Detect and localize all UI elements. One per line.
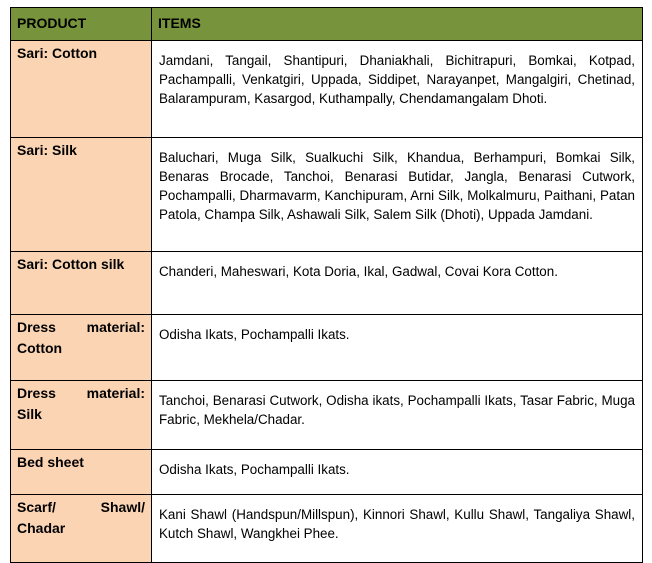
product-cell-line: Cotton	[17, 340, 63, 356]
items-cell: Jamdani, Tangail, Shantipuri, Dhaniakhali, Bichitrapuri, Bomkai, Kotpad, Pachampalli, Venkatgiri, Uppada, Siddipet, Narayanpet, Mangalgiri, Chetinad, Balarampuram, Kasargod, Kuthampally, Chendamangalam Dhoti.	[152, 41, 643, 138]
products-table	[10, 7, 643, 563]
table-row	[11, 381, 643, 450]
items-cell: Chanderi, Maheswari, Kota Doria, Ikal, Gadwal, Covai Kora Cotton.	[152, 252, 643, 315]
table-row	[11, 495, 643, 563]
product-cell	[11, 315, 152, 381]
items-column-header: ITEMS	[152, 8, 643, 41]
product-cell-line: Silk	[17, 406, 42, 422]
items-cell: Tanchoi, Benarasi Cutwork, Odisha ikats, Pochampalli Ikats, Tasar Fabric, Muga Fabric, Mekhela/Chadar.	[152, 381, 643, 450]
product-cell-line: Scarf/ Shawl/	[17, 499, 145, 515]
product-cell: Sari: Cotton silk	[11, 252, 152, 315]
product-cell-line: Chadar	[17, 520, 66, 536]
table-row	[11, 41, 643, 138]
product-cell: Bed sheet	[11, 450, 152, 495]
product-cell	[11, 495, 152, 563]
product-cell-line: Dress material:	[17, 385, 145, 401]
product-cell	[11, 381, 152, 450]
table-row	[11, 252, 643, 315]
table-row	[11, 138, 643, 252]
product-cell-line: Dress material:	[17, 319, 145, 335]
products-table-container	[10, 7, 642, 563]
items-cell: Odisha Ikats, Pochampalli Ikats.	[152, 450, 643, 495]
product-cell: Sari: Cotton	[11, 41, 152, 138]
table-row	[11, 315, 643, 381]
header-row	[11, 8, 643, 41]
items-cell: Kani Shawl (Handspun/Millspun), Kinnori Shawl, Kullu Shawl, Tangaliya Shawl, Kutch Shawl, Wangkhei Phee.	[152, 495, 643, 563]
items-cell: Baluchari, Muga Silk, Sualkuchi Silk, Khandua, Berhampuri, Bomkai Silk, Benaras Brocade, Tanchoi, Benarasi Butidar, Jangla, Benarasi Cutwork, Pochampalli, Dharmavarm, Kanchipuram, Arni Silk, Molkalmuru, Paithani, Patan Patola, Champa Silk, Ashawali Silk, Salem Silk (Dhoti), Uppada Jamdani.	[152, 138, 643, 252]
table-row	[11, 450, 643, 495]
product-column-header: PRODUCT	[11, 8, 152, 41]
product-cell: Sari: Silk	[11, 138, 152, 252]
items-cell: Odisha Ikats, Pochampalli Ikats.	[152, 315, 643, 381]
